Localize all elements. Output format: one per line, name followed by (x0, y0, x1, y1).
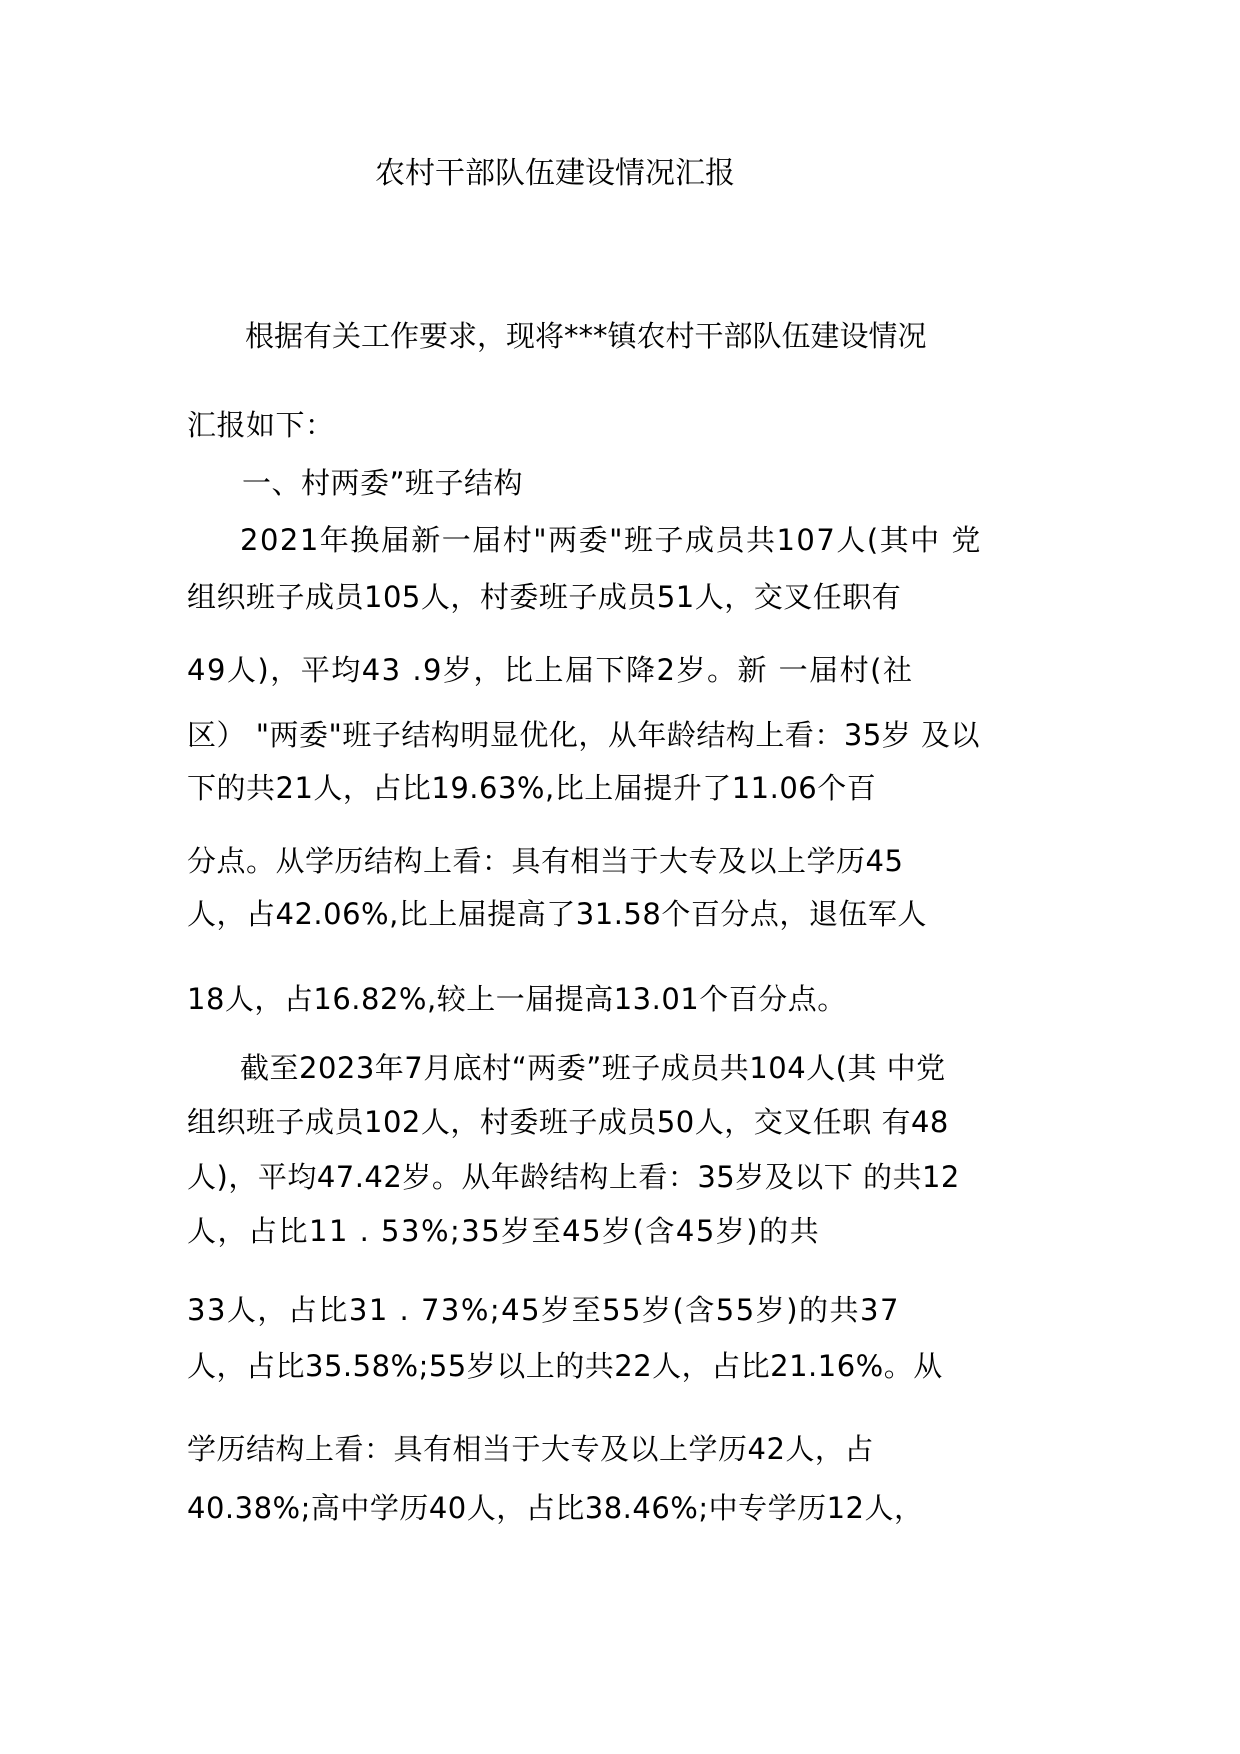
paragraph-line: 40.38%;高中学历40人，占比38.46%;中专学历12人， (187, 1491, 924, 1525)
paragraph-line: 33人，占比31 . 73%;45岁至55岁(含55岁)的共37 (187, 1293, 900, 1327)
paragraph-line: 下的共21人，占比19.63%,比上届提升了11.06个百 (187, 771, 877, 805)
paragraph-line: 组织班子成员102人，村委班子成员50人，交叉任职 有48 (187, 1105, 949, 1139)
paragraph-line: 人)，平均47.42岁。从年龄结构上看：35岁及以下 的共12 (187, 1160, 960, 1194)
paragraph-line: 根据有关工作要求，现将***镇农村干部队伍建设情况 (245, 319, 927, 353)
paragraph-line: 49人)，平均43 .9岁，比上届下降2岁。新 一届村(社 (187, 653, 914, 687)
paragraph-line: 汇报如下： (187, 408, 335, 442)
paragraph-line: 人，占42.06%,比上届提高了31.58个百分点，退伍军人 (187, 897, 927, 931)
paragraph-line: 组织班子成员105人，村委班子成员51人，交叉任职有 (187, 580, 902, 614)
paragraph-line: 2021年换届新一届村"两委"班子成员共107人(其中 党 (240, 523, 982, 557)
paragraph-line: 区） "两委"班子结构明显优化，从年龄结构上看：35岁 及以 (187, 718, 981, 752)
paragraph-line: 18人，占16.82%,较上一届提高13.01个百分点。 (187, 982, 847, 1016)
paragraph-line: 截至2023年7月底村“两委”班子成员共104人(其 中党 (240, 1051, 946, 1085)
document-title: 农村干部队伍建设情况汇报 (375, 156, 735, 191)
section-heading: 一、村两委”班子结构 (242, 466, 524, 500)
paragraph-line: 人，占比11 . 53%;35岁至45岁(含45岁)的共 (187, 1214, 821, 1248)
paragraph-line: 分点。从学历结构上看：具有相当于大专及以上学历45 (187, 844, 904, 878)
paragraph-line: 学历结构上看：具有相当于大专及以上学历42人，占 (187, 1432, 874, 1466)
paragraph-line: 人，占比35.58%;55岁以上的共22人，占比21.16%。从 (187, 1349, 943, 1383)
